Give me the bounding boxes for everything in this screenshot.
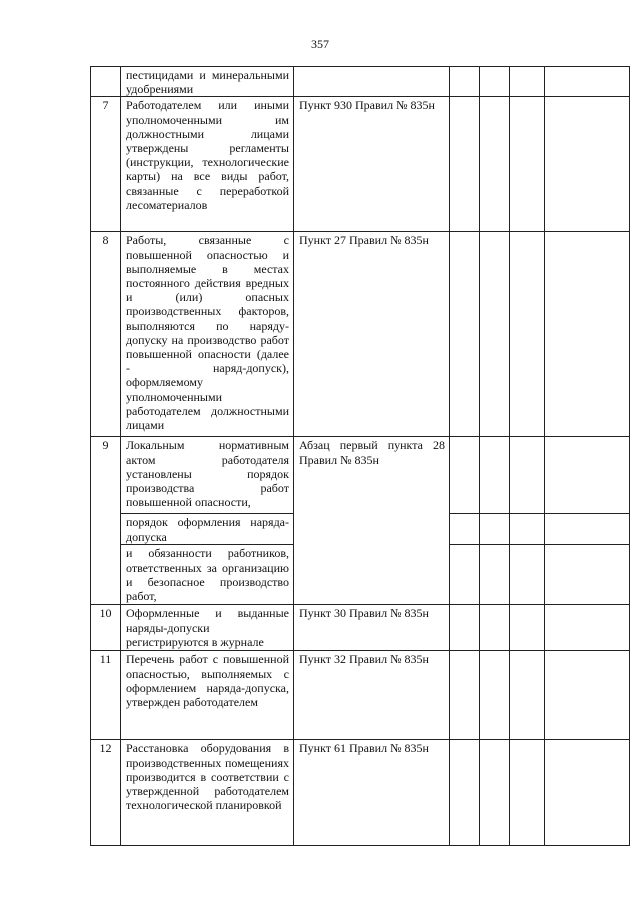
notes-cell[interactable] <box>545 97 630 232</box>
reference-cell: Пункт 61 Правил № 835н <box>294 740 450 846</box>
row-number: 9 <box>91 437 121 605</box>
answer-na-cell[interactable] <box>510 740 545 846</box>
answer-no-cell[interactable] <box>480 605 510 651</box>
requirement-cell <box>121 605 294 651</box>
answer-na-cell[interactable] <box>510 514 545 545</box>
answer-no-cell[interactable] <box>480 437 510 514</box>
table-row <box>91 651 630 740</box>
answer-no-cell[interactable] <box>480 740 510 846</box>
answer-na-cell[interactable] <box>510 545 545 605</box>
requirement-text: Оформленные и выданные наряды-допуски регистрируются в журнале <box>126 606 289 649</box>
answer-no-cell[interactable] <box>480 232 510 437</box>
answer-na-cell[interactable] <box>510 67 545 97</box>
row-number: 11 <box>91 651 121 740</box>
table-row <box>91 740 630 846</box>
reference-cell: Абзац первый пункта 28 Правил № 835н <box>294 437 450 605</box>
row-number: 8 <box>91 232 121 437</box>
answer-no-cell[interactable] <box>480 97 510 232</box>
notes-cell[interactable] <box>545 437 630 514</box>
requirement-cell <box>121 67 294 97</box>
requirement-text: пестицидами и минеральными удобрениями <box>126 68 289 97</box>
answer-yes-cell[interactable] <box>450 67 480 97</box>
reference-cell: Пункт 32 Правил № 835н <box>294 651 450 740</box>
requirement-cell <box>121 437 294 514</box>
row-number: 12 <box>91 740 121 846</box>
table-row <box>91 437 630 514</box>
answer-yes-cell[interactable] <box>450 97 480 232</box>
answer-na-cell[interactable] <box>510 97 545 232</box>
table-row <box>91 232 630 437</box>
requirement-cell <box>121 514 294 545</box>
answer-no-cell[interactable] <box>480 67 510 97</box>
requirement-text: Работы, связанные с повышенной опасностью и выполняемые в местах постоянного действия вредных и (или) опасных производственных факторов, выполняются по наряду-допуску на производство работ повышенной опасности (далее - наряд-допуск), оформляемому уполномоченными работодателем должностными лицами <box>126 233 289 433</box>
requirement-text: Локальным нормативным актом работодателя установлены порядок производства работ повышенной опасности, <box>126 438 289 510</box>
reference-cell <box>294 67 450 97</box>
notes-cell[interactable] <box>545 514 630 545</box>
notes-cell[interactable] <box>545 651 630 740</box>
answer-yes-cell[interactable] <box>450 437 480 514</box>
answer-yes-cell[interactable] <box>450 545 480 605</box>
page-number: 357 <box>311 37 329 51</box>
reference-cell: Пункт 930 Правил № 835н <box>294 97 450 232</box>
table-row <box>91 67 630 97</box>
notes-cell[interactable] <box>545 605 630 651</box>
requirement-text: Перечень работ с повышенной опасностью, выполняемых с оформлением наряда-допуска, утвержден работодателем <box>126 652 289 710</box>
answer-na-cell[interactable] <box>510 651 545 740</box>
row-number: 10 <box>91 605 121 651</box>
requirement-cell <box>121 232 294 437</box>
checklist-table <box>90 66 630 846</box>
answer-yes-cell[interactable] <box>450 232 480 437</box>
answer-na-cell[interactable] <box>510 605 545 651</box>
answer-yes-cell[interactable] <box>450 740 480 846</box>
requirement-cell <box>121 97 294 232</box>
answer-na-cell[interactable] <box>510 437 545 514</box>
requirement-text: Работодателем или иными уполномоченными им должностными лицами утверждены регламенты (инструкции, технологические карты) на все виды работ, связанные с переработкой лесоматериалов <box>126 98 289 212</box>
answer-no-cell[interactable] <box>480 545 510 605</box>
row-number <box>91 67 121 97</box>
notes-cell[interactable] <box>545 545 630 605</box>
answer-yes-cell[interactable] <box>450 651 480 740</box>
table-row <box>91 97 630 232</box>
answer-na-cell[interactable] <box>510 232 545 437</box>
requirement-cell <box>121 651 294 740</box>
answer-no-cell[interactable] <box>480 514 510 545</box>
answer-yes-cell[interactable] <box>450 514 480 545</box>
requirement-cell <box>121 740 294 846</box>
reference-cell: Пункт 30 Правил № 835н <box>294 605 450 651</box>
notes-cell[interactable] <box>545 740 630 846</box>
requirement-cell <box>121 545 294 605</box>
reference-cell: Пункт 27 Правил № 835н <box>294 232 450 437</box>
answer-yes-cell[interactable] <box>450 605 480 651</box>
row-number: 7 <box>91 97 121 232</box>
requirement-text: и обязанности работников, ответственных за организацию и безопасное производство работ, <box>126 546 289 604</box>
table-row <box>91 605 630 651</box>
requirement-text: Расстановка оборудования в производственных помещениях производится в соответствии с утвержденной работодателем технологической планировкой <box>126 741 289 813</box>
requirement-text: порядок оформления наряда-допуска <box>126 515 289 544</box>
notes-cell[interactable] <box>545 232 630 437</box>
notes-cell[interactable] <box>545 67 630 97</box>
answer-no-cell[interactable] <box>480 651 510 740</box>
